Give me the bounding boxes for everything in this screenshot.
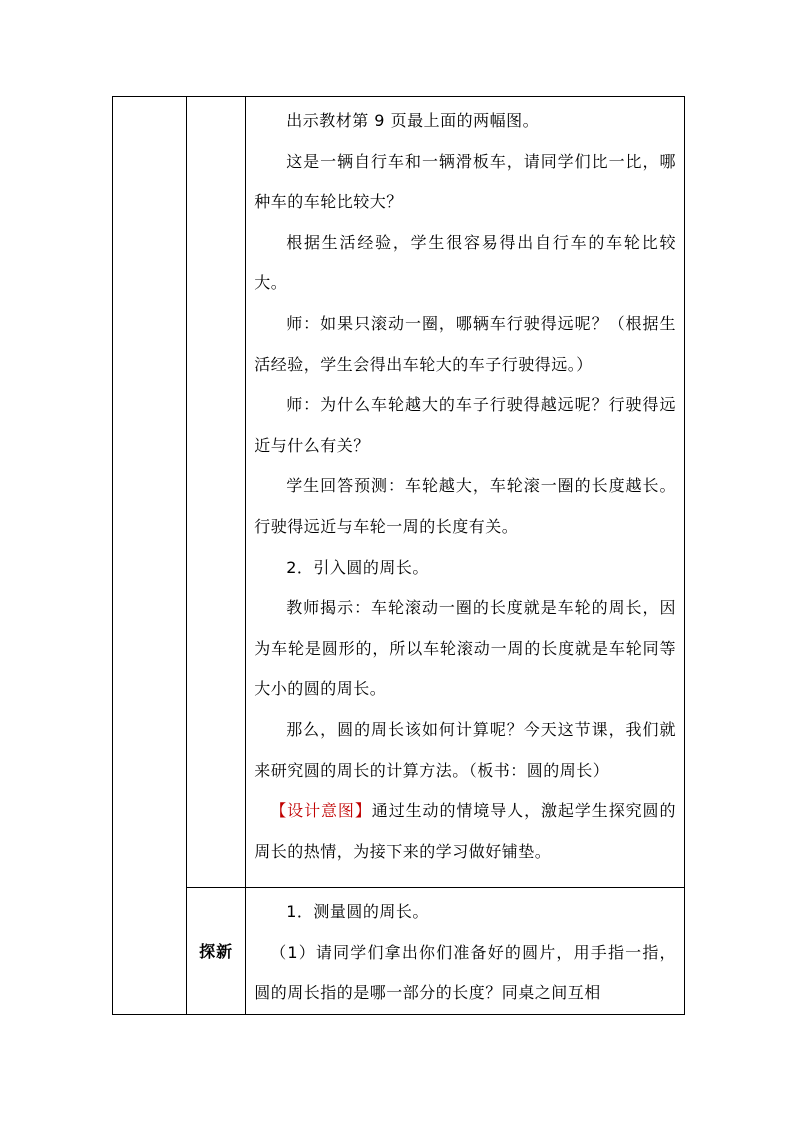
paragraph: 这是一辆自行车和一辆滑板车，请同学们比一比，哪种车的车轮比较大？ <box>254 151 676 212</box>
content-cell <box>246 888 685 1015</box>
section-label-cell <box>187 888 246 1015</box>
design-intent-paragraph <box>254 791 676 872</box>
paragraph: （1）请同学们拿出你们准备好的圆片，用手指一指，圆的周长指的是哪一部分的长度？同桌之间互相 <box>254 942 676 1003</box>
paragraph: 那么，圆的周长该如何计算呢？今天这节课，我们就来研究圆的周长的计算方法。（板书：圆的周长） <box>254 719 676 780</box>
section-label-explore: 探新 <box>199 941 234 961</box>
lesson-content <box>246 888 684 1014</box>
design-intent-tag: 【设计意图】 <box>270 801 372 821</box>
paragraph: 师：如果只滚动一圈，哪辆车行驶得远呢？（根据生活经验，学生会得出车轮大的车子行驶得远。） <box>254 313 676 374</box>
paragraph: 1．测量圆的周长。 <box>286 902 429 921</box>
paragraph: 出示教材第 9 页最上面的两幅图。 <box>286 111 540 130</box>
content-cell <box>246 97 685 888</box>
paragraph: 师：为什么车轮越大的车子行驶得越远呢？行驶得远近与什么有关？ <box>254 395 676 455</box>
paragraph: 教师揭示：车轮滚动一圈的长度就是车轮的周长，因为车轮是圆形的，所以车轮滚动一周的长度就是车轮同等大小的圆的周长。 <box>254 598 676 699</box>
outer-label-cell <box>113 97 187 1015</box>
table-row <box>113 97 685 888</box>
paragraph: 学生回答预测：车轮越大，车轮滚一圈的长度越长。行驶得远近与车轮一周的长度有关。 <box>254 476 676 536</box>
paragraph: 2．引入圆的周长。 <box>286 557 429 577</box>
design-intent-text: 通过生动的情境导人，激起学生探究圆的周长的热情，为接下来的学习做好铺垫。 <box>254 801 676 861</box>
paragraph: 根据生活经验，学生很容易得出自行车的车轮比较大。 <box>254 232 676 293</box>
lesson-content <box>246 97 684 872</box>
table-row <box>113 888 685 1015</box>
lesson-plan-table <box>112 96 685 1015</box>
section-label-cell <box>187 97 246 888</box>
